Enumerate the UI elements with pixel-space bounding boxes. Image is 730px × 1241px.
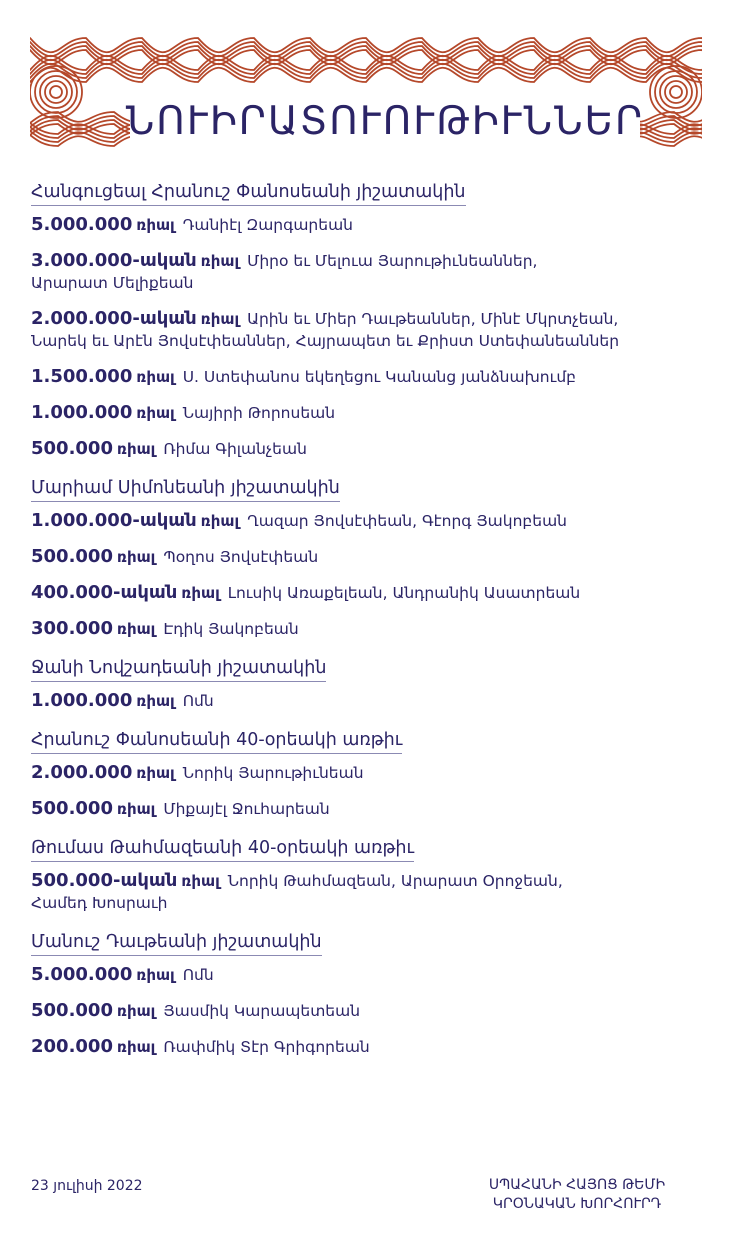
currency-unit: ռիալ xyxy=(200,310,240,328)
amount: 5.000.000 xyxy=(31,964,133,985)
donor-names: Դանիէլ Զարգարեան xyxy=(182,216,353,234)
page-title-box xyxy=(125,93,645,149)
section-heading: Թումաս Թահմազեանի 40-օրեակի առթիւ xyxy=(31,836,414,862)
donation-row xyxy=(31,964,701,986)
donation-row xyxy=(31,308,701,352)
donation-row xyxy=(31,366,701,388)
organization-name-line1: ՍՊԱՀԱՆԻ ՀԱՅՈՑ ԹԵՄԻ xyxy=(488,1177,666,1193)
currency-unit: ռիալ xyxy=(136,216,175,234)
amount: 1.500.000 xyxy=(31,366,133,387)
donation-row xyxy=(31,402,701,424)
currency-unit: ռիալ xyxy=(181,584,220,602)
donation-section xyxy=(31,836,701,914)
donor-names: Էդիկ Յակոբեան xyxy=(163,620,299,638)
donation-section xyxy=(31,656,701,712)
donation-section xyxy=(31,180,701,460)
currency-unit: ռիալ xyxy=(116,800,156,818)
currency-unit: ռիալ xyxy=(116,548,156,566)
currency-unit: ռիալ xyxy=(136,764,175,782)
organization-signature xyxy=(452,1176,702,1214)
amount: 400.000-ական xyxy=(31,582,178,603)
donor-names-continued: Նարեկ եւ Արէն Յովսէփեաններ, Հայրապետ եւ Քրիստ Ստեփանեաններ xyxy=(31,332,620,350)
amount: 200.000 xyxy=(31,1036,113,1057)
amount: 1.000.000-ական xyxy=(31,510,197,531)
donor-names: Միքայէլ Ջուհարեան xyxy=(163,800,330,818)
donation-section xyxy=(31,930,701,1058)
donation-row xyxy=(31,582,701,604)
currency-unit: ռիալ xyxy=(116,440,156,458)
amount: 5.000.000 xyxy=(31,214,133,235)
currency-unit: ռիալ xyxy=(181,872,220,890)
section-heading: Ջանի Նովշադեանի յիշատակին xyxy=(31,656,326,682)
donation-row xyxy=(31,1000,701,1022)
donor-names: Միրօ եւ Մելուա Յարութիւնեաններ, xyxy=(247,252,538,270)
currency-unit: ռիալ xyxy=(116,620,156,638)
section-heading: Մանուշ Դաւթեանի յիշատակին xyxy=(31,930,322,956)
donor-names: Ոմն xyxy=(182,692,214,710)
donor-names: Ղազար Յովսէփեան, Գէորգ Յակոբեան xyxy=(247,512,567,530)
amount: 3.000.000-ական xyxy=(31,250,197,271)
currency-unit: ռիալ xyxy=(116,1002,156,1020)
donor-names: Նորիկ Թահմազեան, Արարատ Օրոջեան, xyxy=(227,872,563,890)
donation-row xyxy=(31,798,701,820)
donor-names: Արին եւ Միեր Դաւթեաններ, Մինէ Մկրտչեան, xyxy=(247,310,619,328)
donor-names-continued: Համեդ Խոսրաւի xyxy=(31,894,168,912)
currency-unit: ռիալ xyxy=(136,692,175,710)
donation-row xyxy=(31,438,701,460)
donation-row xyxy=(31,250,701,294)
publication-date: 23 յուլիսի 2022 xyxy=(31,1178,143,1194)
donation-row xyxy=(31,510,701,532)
donor-names-continued: Արարատ Մելիքեան xyxy=(31,274,194,292)
amount: 300.000 xyxy=(31,618,113,639)
currency-unit: ռիալ xyxy=(136,368,175,386)
donor-names: Ոմն xyxy=(182,966,214,984)
page-title: ՆՈՒԻՐԱՏՈՒՈՒԹԻՒՆՆԵՐ xyxy=(125,98,645,144)
amount: 500.000 xyxy=(31,798,113,819)
donation-row xyxy=(31,214,701,236)
amount: 2.000.000-ական xyxy=(31,308,197,329)
donor-names: Պօղոս Յովսէփեան xyxy=(163,548,319,566)
donation-section xyxy=(31,728,701,820)
section-heading: Հրանուշ Փանոսեանի 40-օրեակի առթիւ xyxy=(31,728,402,754)
donor-names: Ռիմա Գիլանչեան xyxy=(163,440,307,458)
amount: 500.000 xyxy=(31,546,113,567)
donation-row xyxy=(31,546,701,568)
amount: 500.000 xyxy=(31,438,113,459)
donations-list xyxy=(31,180,701,1074)
amount: 1.000.000 xyxy=(31,402,133,423)
currency-unit: ռիալ xyxy=(200,512,240,530)
donor-names: Ս. Ստեփանոս եկեղեցու Կանանց յանձնախումբ xyxy=(182,368,576,386)
donation-row xyxy=(31,618,701,640)
donation-row xyxy=(31,870,701,914)
currency-unit: ռիալ xyxy=(200,252,240,270)
donor-names: Յասմիկ Կարապետեան xyxy=(163,1002,361,1020)
donor-names: Նայիրի Թորոսեան xyxy=(182,404,336,422)
currency-unit: ռիալ xyxy=(136,404,175,422)
donor-names: Նորիկ Յարութիւնեան xyxy=(182,764,364,782)
donation-row xyxy=(31,1036,701,1058)
amount: 2.000.000 xyxy=(31,762,133,783)
section-heading: Մարիամ Սիմոնեանի յիշատակին xyxy=(31,476,340,502)
amount: 500.000-ական xyxy=(31,870,178,891)
currency-unit: ռիալ xyxy=(136,966,175,984)
ornament-banner xyxy=(30,30,702,148)
donation-section xyxy=(31,476,701,640)
donor-names: Լուսիկ Առաքելեան, Անդրանիկ Ասատրեան xyxy=(227,584,581,602)
donor-names: Ռափմիկ Տէր Գրիգորեան xyxy=(163,1038,370,1056)
donation-row xyxy=(31,762,701,784)
section-heading: Հանգուցեալ Հրանուշ Փանոսեանի յիշատակին xyxy=(31,180,466,206)
amount: 500.000 xyxy=(31,1000,113,1021)
organization-name-line2: ԿՐՕՆԱԿԱՆ ԽՈՐՀՈՒՐԴ xyxy=(492,1196,662,1212)
amount: 1.000.000 xyxy=(31,690,133,711)
donation-row xyxy=(31,690,701,712)
currency-unit: ռիալ xyxy=(116,1038,156,1056)
